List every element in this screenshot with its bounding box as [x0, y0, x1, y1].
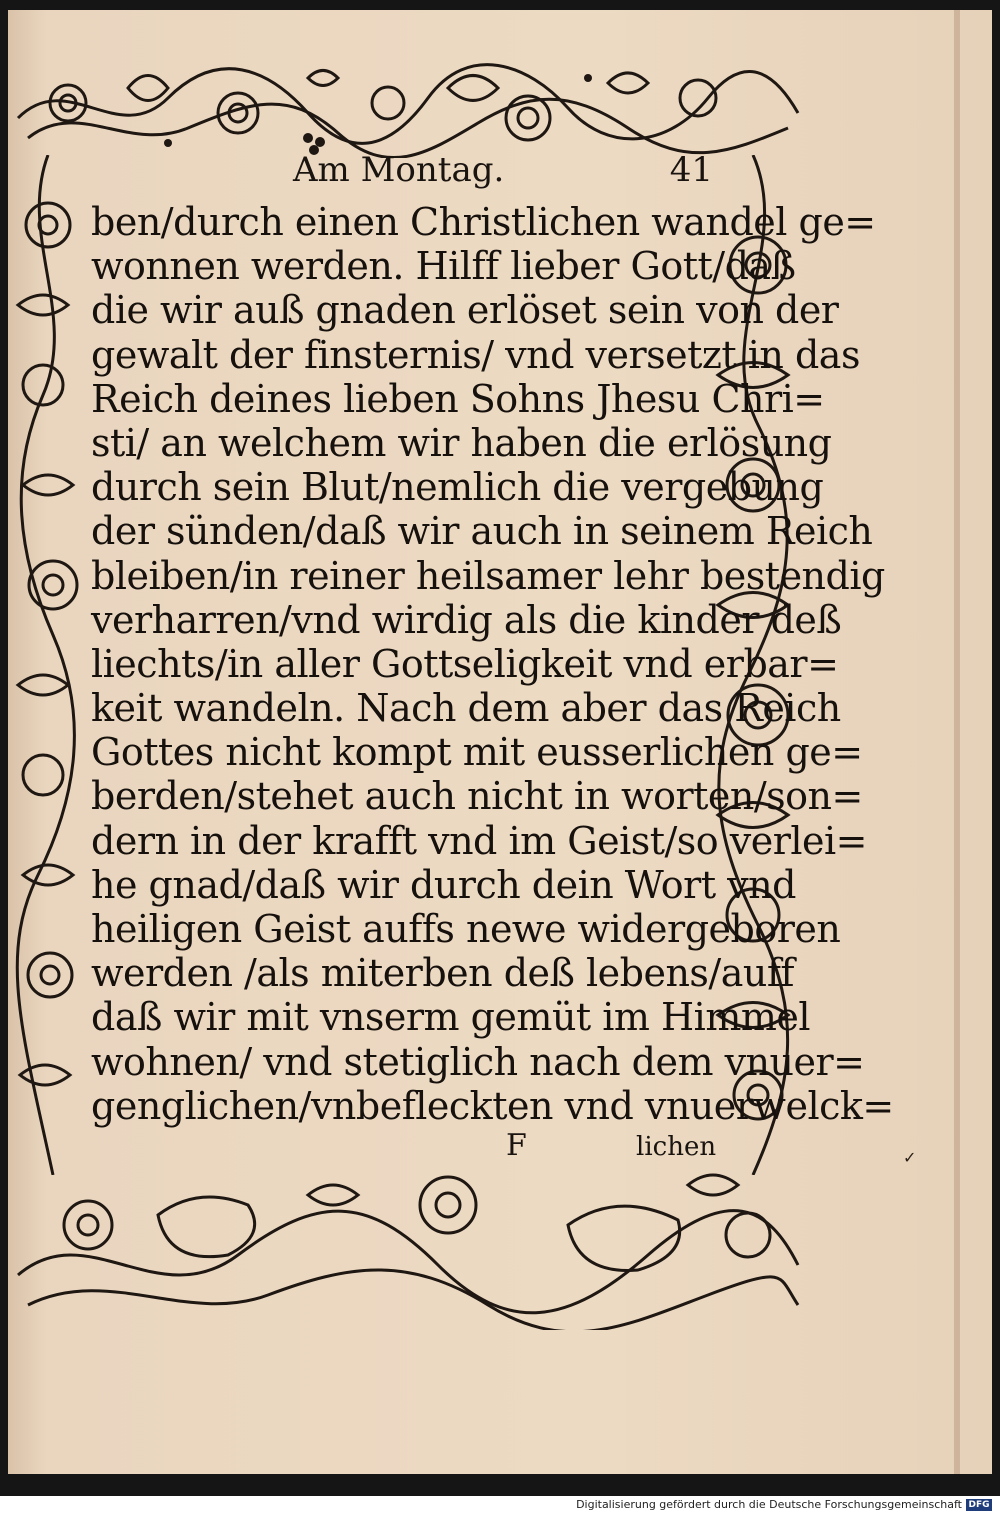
- text-line: Reich deines lieben Sohns Jhesu Chri=: [91, 376, 825, 421]
- woodcut-border-bottom: [8, 1155, 808, 1330]
- book-page: [8, 10, 992, 1474]
- text-line: die wir auß gnaden erlöset sein von der: [91, 288, 839, 333]
- text-line: genglichen/vnbefleckten vnd vnuerwelck=: [91, 1083, 894, 1128]
- text-line: daß wir mit vnserm gemüt im Himmel: [91, 995, 811, 1040]
- woodcut-border-left: [8, 155, 90, 1175]
- text-line: Gottes nicht kompt mit eusserlichen ge=: [91, 730, 863, 775]
- running-head: [293, 150, 713, 194]
- catchword: lichen: [636, 1132, 717, 1162]
- woodcut-border-top: [8, 58, 808, 158]
- signature-mark: F: [506, 1128, 527, 1163]
- running-head-title: Am Montag.: [293, 150, 505, 190]
- page-gutter: [954, 10, 960, 1474]
- dfg-logo: [966, 1499, 992, 1511]
- text-line: bleiben/in reiner heilsamer lehr bestendig: [91, 553, 885, 598]
- text-line: sti/ an welchem wir haben die erlösung: [91, 420, 832, 465]
- text-line: werden /als miterben deß lebens/auff: [91, 951, 794, 996]
- footer-credit: Digitalisierung gefördert durch die Deutsche Forschungsgemeinschaft: [576, 1498, 962, 1511]
- body-text: [91, 200, 894, 1128]
- text-line: verharren/vnd wirdig als die kinder deß: [91, 597, 842, 642]
- ink-speck: ✓: [903, 1148, 917, 1167]
- text-line: ben/durch einen Christlichen wandel ge=: [91, 200, 876, 244]
- text-line: keit wandeln. Nach dem aber das Reich: [91, 686, 841, 731]
- text-line: heiligen Geist auffs newe widergeboren: [91, 907, 841, 951]
- text-line: wohnen/ vnd stetiglich nach dem vnuer=: [91, 1039, 865, 1084]
- text-line: berden/stehet auch nicht in worten/son=: [91, 774, 863, 819]
- dfg-logo-text: DFG: [968, 1500, 990, 1510]
- text-line: liechts/in aller Gottseligkeit vnd erbar=: [91, 641, 839, 686]
- text-line: gewalt der finsternis/ vnd versetzt in das: [91, 332, 860, 377]
- text-line: dern in der krafft vnd im Geist/so verlei=: [91, 818, 868, 863]
- page-number: 41: [669, 150, 713, 190]
- text-line: der sünden/daß wir auch in seinem Reich: [91, 509, 873, 554]
- text-line: he gnad/daß wir durch dein Wort vnd: [91, 862, 796, 907]
- text-line: durch sein Blut/nemlich die vergebung: [91, 465, 824, 510]
- text-line: wonnen werden. Hilff lieber Gott/daß: [91, 244, 796, 289]
